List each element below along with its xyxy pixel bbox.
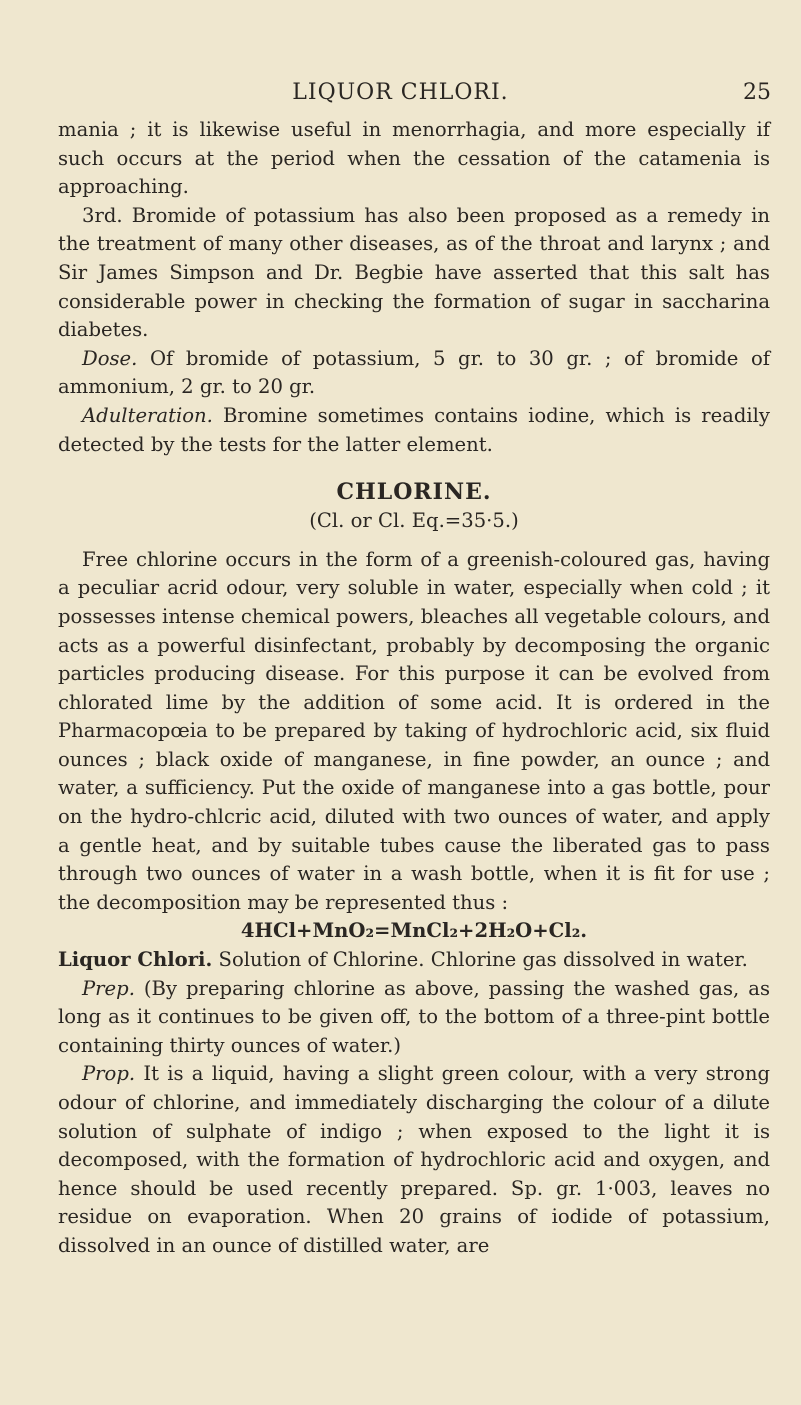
prop-label: Prop.: [82, 1062, 136, 1086]
paragraph-adulteration: [58, 402, 770, 459]
paragraph-prop: [58, 1060, 770, 1260]
chlorine-description: Free chlorine occurs in the form of a greenish-coloured gas, having a peculiar acrid odour, very soluble in water, especially when cold ; it possesses intense chemical powers, bleaches all vegetable colours, and acts as a powerful disinfectant, probably by decomposing the organic particles producing disease. For this purpose it can be evolved from chlorated lime by the addition of some acid. It is ordered in the Pharmacopœia to be prepared by taking of hydrochloric acid, six fluid ounces ; black oxide of manganese, in fine powder, an ounce ; and water, a sufficiency. Put the oxide of manganese into a gas bottle, pour on the hydro-chlcric acid, diluted with two ounces of water, and apply a gentle heat, and by suitable tubes cause the liberated gas to pass through two ounces of water in a wash bottle, when it is fit for use ; the decomposition may be represented thus :: [58, 547, 770, 914]
adulteration-text: Bromine sometimes contains iodine, which is readily detected by the tests for the latter element.: [58, 403, 770, 456]
paragraph-third-use: 3rd. Bromide of potassium has also been proposed as a remedy in the treatment of many other diseases, as of the throat and larynx ; and Sir James Simpson and Dr. Begbie have asserted that this salt has considerable power in checking the formation of sugar in saccharina diabetes.: [58, 203, 770, 342]
running-title: LIQUOR CHLORI.: [292, 80, 509, 105]
dose-text: Of bromide of potassium, 5 gr. to 30 gr. ; of bromide of ammonium, 2 gr. to 20 gr.: [58, 346, 770, 399]
prep-label: Prep.: [82, 976, 135, 1000]
body-text: [58, 116, 770, 1261]
paragraph-dose: [58, 345, 770, 402]
liquor-chlori-definition: [58, 946, 770, 975]
dose-label: Dose.: [82, 346, 138, 370]
prop-text: It is a liquid, having a slight green colour, with a very strong odour of chlorine, and immediately discharging the colour of a dilute solution of sulphate of indigo ; when exposed to the light it is decomposed, with the formation of hydrochloric acid and oxygen, and hence should be used recently prepared. Sp. gr. 1·003, leaves no residue on evaporation. When 20 grains of iodide of potassium, dissolved in an ounce of distilled water, are: [58, 1062, 770, 1257]
adulteration-label: Adulteration.: [82, 403, 213, 427]
liquor-chlori-text: Solution of Chlorine. Chlorine gas dissolved in water.: [212, 948, 748, 972]
chemical-equation: 4HCl+MnO₂=MnCl₂+2H₂O+Cl₂.: [240, 919, 588, 943]
page-number: 25: [743, 80, 771, 105]
chlorine-formula: (Cl. or Cl. Eq.=35·5.): [309, 509, 519, 533]
paragraph-prep: [58, 975, 770, 1061]
liquor-chlori-title: Liquor Chlori.: [58, 948, 213, 972]
paragraph-mania: mania ; it is likewise useful in menorrhagia, and more especially if such occurs at the period when the cessation of the catamenia is approaching.: [58, 118, 770, 199]
prep-text: (By preparing chlorine as above, passing the washed gas, as long as it continues to be given off, to the bottom of a three-pint bottle containing thirty ounces of water.): [58, 976, 770, 1057]
chlorine-heading: CHLORINE.: [336, 479, 492, 506]
